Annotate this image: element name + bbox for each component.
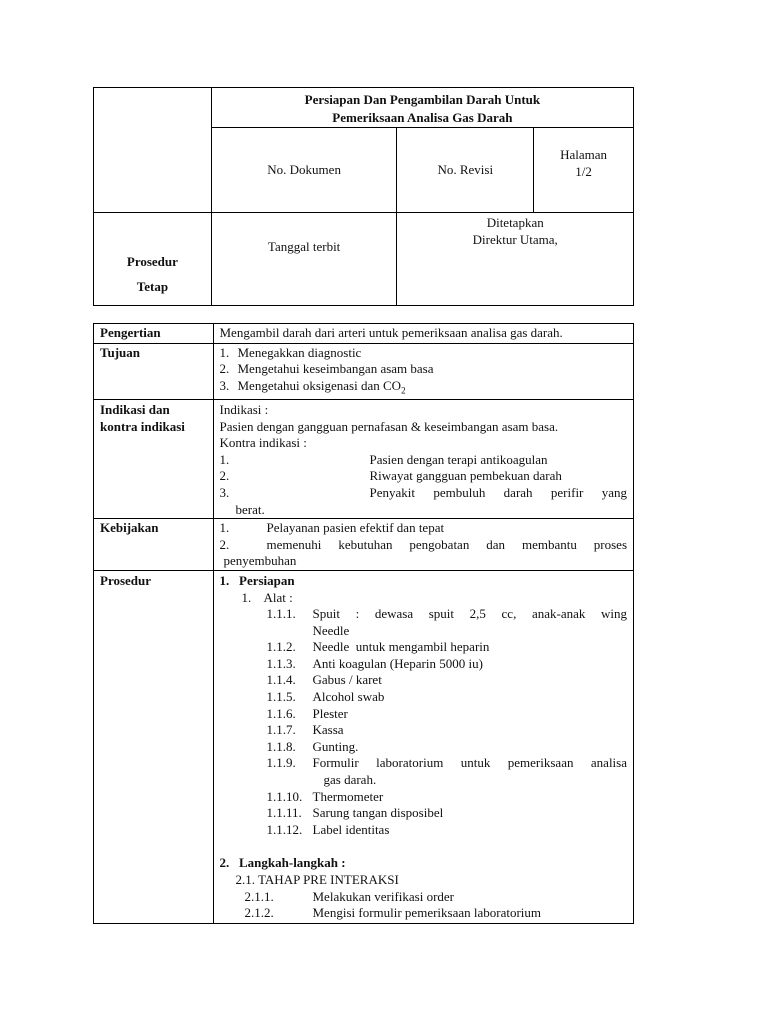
list-item: 1.1.2. Needle untuk mengambil heparin	[266, 639, 490, 655]
kebijakan-content: 1. Pelayanan pasien efektif dan tepat 2. memenuhi kebutuhan pengobatan dan membantu proses penyembuhan	[213, 519, 634, 571]
list-item: 3. Penyakit pembuluh darah perifir yang	[219, 484, 627, 500]
ditetapkan-label: Ditetapkan	[486, 215, 544, 230]
indikasi-heading: Indikasi :	[219, 401, 269, 417]
kebijakan-row	[94, 519, 634, 571]
list-item: 1. Pasien dengan terapi antikoagulan	[219, 451, 548, 467]
list-item: 2. Riwayat gangguan pembekuan darah	[219, 468, 562, 484]
tujuan-list	[213, 343, 634, 399]
tahap-heading: 2.1. TAHAP PRE INTERAKSI	[235, 872, 399, 887]
no-revisi-label: No. Revisi	[437, 162, 494, 177]
halaman-cell	[534, 128, 634, 213]
procedure-table	[93, 323, 634, 924]
kebijakan-label: Kebijakan	[94, 519, 214, 571]
list-item: 1. Pelayanan pasien efektif dan tepat	[219, 520, 445, 536]
list-item: 2. Mengetahui keseimbangan asam basa	[219, 361, 434, 377]
title-line-2: Pemeriksaan Analisa Gas Darah	[332, 110, 513, 125]
list-item: 1.1.12. Label identitas	[266, 821, 390, 837]
list-item: 1.1.10. Thermometer	[266, 788, 384, 804]
no-dokumen-cell	[211, 128, 397, 213]
pengertian-text: Mengambil darah dari arteri untuk pemeriksaan analisa gas darah.	[213, 324, 634, 344]
tanggal-terbit-cell	[211, 213, 397, 306]
indikasi-content: Indikasi : Pasien dengan gangguan pernafasan & keseimbangan asam basa. Kontra indikasi : 1. Pasien dengan terapi antikoagulan 2. Riwayat gangguan pembekuan darah 3. Penyakit pembuluh darah perifir yang berat.	[213, 399, 634, 518]
list-item: 1.1.5. Alcohol swab	[266, 689, 385, 705]
indikasi-row	[94, 399, 634, 518]
prosedur-line-1: Prosedur	[126, 254, 178, 269]
alat-heading: 1. Alat :	[241, 589, 293, 605]
list-item: 2.1.2. Mengisi formulir pemeriksaan laboratorium	[244, 905, 542, 921]
list-item: 3. Mengetahui oksigenasi dan $CO_2$	[219, 377, 406, 396]
tanggal-terbit-label: Tanggal terbit	[267, 239, 341, 254]
tujuan-row	[94, 343, 634, 399]
list-item: 2. memenuhi kebutuhan pengobatan dan membantu proses	[219, 536, 627, 552]
prosedur-label: Prosedur	[94, 570, 214, 923]
prosedur-line-2: Tetap	[136, 279, 169, 294]
list-item: 1.1.8. Gunting.	[266, 738, 359, 754]
list-item: 1.1.9. Formulir laboratorium untuk pemeriksaan analisa	[266, 755, 627, 771]
header-table	[93, 87, 634, 306]
no-revisi-cell	[397, 128, 534, 213]
halaman-value: 1/2	[575, 164, 592, 179]
list-item: 1. Menegakkan diagnostic	[219, 344, 362, 360]
list-item: 1.1.3. Anti koagulan (Heparin 5000 iu)	[266, 655, 483, 671]
langkah-heading: 2. Langkah-langkah :	[219, 855, 346, 871]
list-item: 1.1.6. Plester	[266, 705, 348, 721]
indikasi-label: Indikasi dan kontra indikasi	[94, 399, 214, 518]
ditetapkan-cell	[397, 213, 634, 306]
logo-cell	[94, 88, 212, 213]
list-item: 1.1.1. Spuit : dewasa spuit 2,5 cc, anak-anak wing	[266, 606, 627, 622]
pengertian-label: Pengertian	[94, 324, 214, 344]
indikasi-text: Pasien dengan gangguan pernafasan & keseimbangan asam basa.	[219, 418, 559, 434]
tujuan-label: Tujuan	[94, 343, 214, 399]
kontra-heading: Kontra indikasi :	[219, 435, 307, 451]
prosedur-row	[94, 570, 634, 923]
list-item: 1.1.4. Gabus / karet	[266, 672, 382, 688]
persiapan-heading: 1. Persiapan	[219, 572, 295, 588]
no-dokumen-label: No. Dokumen	[267, 162, 341, 177]
title-line-1: Persiapan Dan Pengambilan Darah Untuk	[304, 92, 541, 107]
pengertian-row	[94, 324, 634, 344]
prosedur-tetap-cell	[94, 213, 212, 306]
list-item: 1.1.11. Sarung tangan disposibel	[266, 805, 444, 821]
direktur-label: Direktur Utama,	[472, 232, 558, 247]
document-title	[211, 88, 633, 128]
list-item: 2.1.1. Melakukan verifikasi order	[244, 888, 455, 904]
list-item: 1.1.7. Kassa	[266, 722, 344, 738]
halaman-label: Halaman	[560, 147, 608, 162]
prosedur-content: 1. Persiapan 1. Alat : 1.1.1. Spuit : dewasa spuit 2,5 cc, anak-anak wing Needle 1.1.2. Needle untuk mengambil heparin 1.1.3. Anti koagulan (Heparin 5000 iu) 1.1.4. Gabus / karet 1.1.5. Alcohol swab 1.1.6. Plester 1.1.7. Kassa 1.1.8. Gunting. 1.1.9. Formulir laboratorium untuk pemeriksaan analisa gas darah. 1.1.10. Thermometer 1.1.11. Sarung tangan disposibel 1.1.12. Label identitas 2. Langkah-langkah : 2.1. TAHAP PRE INTERAKSI 2.1.1. Melakukan verifikasi order 2.1.2. Mengisi formulir pemeriksaan laboratorium	[213, 570, 634, 923]
